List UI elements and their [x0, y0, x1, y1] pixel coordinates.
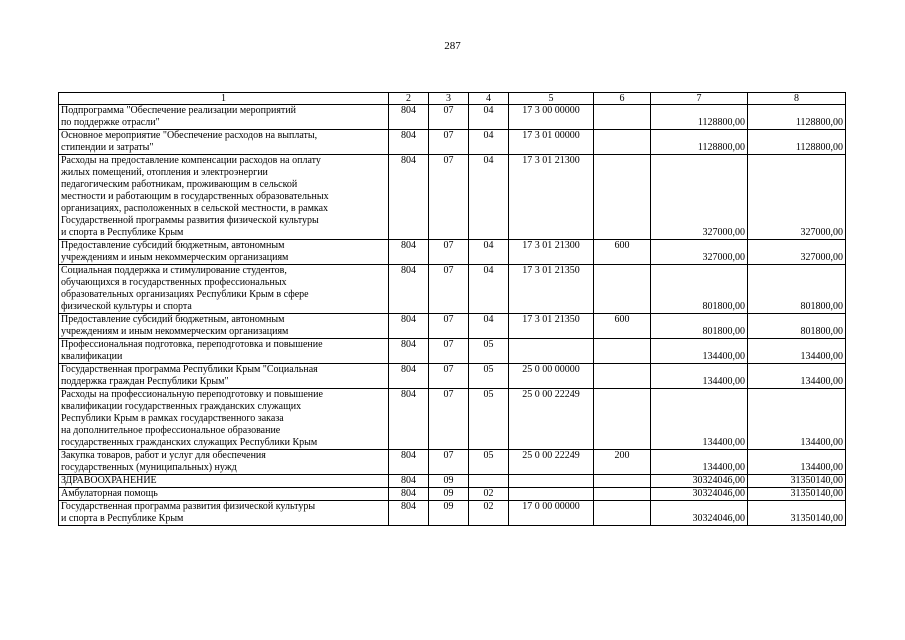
row-code-4: 02 — [469, 488, 509, 501]
column-header: 5 — [509, 93, 594, 105]
table-row — [59, 364, 846, 389]
row-code-3: 09 — [429, 475, 469, 488]
column-header: 8 — [748, 93, 846, 105]
row-code-4: 02 — [469, 501, 509, 526]
table-row — [59, 155, 846, 240]
row-amount-7: 30324046,00 — [651, 501, 748, 526]
row-name: Социальная поддержка и стимулирование студентов, обучающихся в государственных профессиональных образовательных организациях Республики Крым в сфере физической культуры и спорта — [59, 265, 389, 314]
row-code-3: 07 — [429, 265, 469, 314]
table-row — [59, 265, 846, 314]
row-code-6 — [594, 475, 651, 488]
row-amount-7: 134400,00 — [651, 450, 748, 475]
row-code-3: 07 — [429, 450, 469, 475]
row-code-4: 04 — [469, 314, 509, 339]
row-code-2: 804 — [389, 155, 429, 240]
row-code-6 — [594, 265, 651, 314]
row-code-3: 07 — [429, 130, 469, 155]
row-code-3: 07 — [429, 314, 469, 339]
table-row — [59, 339, 846, 364]
row-amount-7: 134400,00 — [651, 364, 748, 389]
page-number: 287 — [444, 40, 461, 52]
row-code-4: 04 — [469, 155, 509, 240]
row-code-3: 07 — [429, 105, 469, 130]
row-code-3: 09 — [429, 501, 469, 526]
row-code-4: 05 — [469, 364, 509, 389]
row-amount-8: 134400,00 — [748, 339, 846, 364]
row-amount-8: 134400,00 — [748, 450, 846, 475]
row-code-4: 04 — [469, 240, 509, 265]
row-code-2: 804 — [389, 488, 429, 501]
row-amount-8: 31350140,00 — [748, 475, 846, 488]
row-code-3: 07 — [429, 339, 469, 364]
row-code-4: 04 — [469, 105, 509, 130]
row-code-5 — [509, 488, 594, 501]
row-code-3: 07 — [429, 389, 469, 450]
row-code-6 — [594, 501, 651, 526]
row-code-6: 600 — [594, 314, 651, 339]
row-amount-7: 1128800,00 — [651, 105, 748, 130]
table-row — [59, 475, 846, 488]
row-code-2: 804 — [389, 339, 429, 364]
row-name: Предоставление субсидий бюджетным, автономным учреждениям и иным некоммерческим организациям — [59, 314, 389, 339]
row-code-6 — [594, 339, 651, 364]
row-amount-7: 327000,00 — [651, 240, 748, 265]
row-code-3: 09 — [429, 488, 469, 501]
table-row — [59, 389, 846, 450]
row-code-5 — [509, 475, 594, 488]
row-code-6 — [594, 130, 651, 155]
row-code-2: 804 — [389, 475, 429, 488]
row-amount-8: 134400,00 — [748, 364, 846, 389]
row-amount-8: 327000,00 — [748, 155, 846, 240]
table-row — [59, 488, 846, 501]
row-code-6 — [594, 155, 651, 240]
row-name: Подпрограмма "Обеспечение реализации мероприятий по поддержке отрасли" — [59, 105, 389, 130]
row-code-2: 804 — [389, 240, 429, 265]
row-amount-8: 31350140,00 — [748, 488, 846, 501]
row-code-2: 804 — [389, 389, 429, 450]
row-code-3: 07 — [429, 240, 469, 265]
row-amount-8: 327000,00 — [748, 240, 846, 265]
table-row — [59, 240, 846, 265]
row-amount-8: 801800,00 — [748, 265, 846, 314]
row-amount-7: 134400,00 — [651, 339, 748, 364]
row-code-5: 17 3 01 21350 — [509, 265, 594, 314]
row-name: ЗДРАВООХРАНЕНИЕ — [59, 475, 389, 488]
column-header: 7 — [651, 93, 748, 105]
row-code-2: 804 — [389, 105, 429, 130]
row-code-5: 25 0 00 22249 — [509, 389, 594, 450]
row-code-5: 17 3 01 21300 — [509, 155, 594, 240]
row-name: Государственная программа Республики Крым "Социальная поддержка граждан Республики Крым" — [59, 364, 389, 389]
table-row — [59, 130, 846, 155]
row-code-6 — [594, 364, 651, 389]
table-row — [59, 450, 846, 475]
row-code-6 — [594, 389, 651, 450]
row-code-6 — [594, 105, 651, 130]
budget-table — [58, 92, 846, 526]
table-row — [59, 314, 846, 339]
table-row — [59, 501, 846, 526]
row-code-5: 17 3 01 21300 — [509, 240, 594, 265]
row-code-4 — [469, 475, 509, 488]
row-name: Предоставление субсидий бюджетным, автономным учреждениям и иным некоммерческим организациям — [59, 240, 389, 265]
row-code-6: 200 — [594, 450, 651, 475]
row-name: Расходы на профессиональную переподготовку и повышение квалификации государственных гражданских служащих Республики Крым в рамках государственного заказа на дополнительное профессиональное образование государственных гражданских служащих Республики Крым — [59, 389, 389, 450]
row-code-2: 804 — [389, 314, 429, 339]
row-amount-7: 134400,00 — [651, 389, 748, 450]
row-code-2: 804 — [389, 364, 429, 389]
row-code-4: 05 — [469, 339, 509, 364]
column-header: 6 — [594, 93, 651, 105]
row-amount-7: 801800,00 — [651, 314, 748, 339]
row-amount-8: 1128800,00 — [748, 130, 846, 155]
column-header: 2 — [389, 93, 429, 105]
row-code-2: 804 — [389, 265, 429, 314]
row-code-5: 17 3 01 00000 — [509, 130, 594, 155]
row-code-5: 25 0 00 22249 — [509, 450, 594, 475]
column-header: 4 — [469, 93, 509, 105]
row-code-3: 07 — [429, 155, 469, 240]
row-code-5 — [509, 339, 594, 364]
row-code-2: 804 — [389, 501, 429, 526]
row-name: Основное мероприятие "Обеспечение расходов на выплаты, стипендии и затраты" — [59, 130, 389, 155]
row-amount-8: 134400,00 — [748, 389, 846, 450]
row-amount-8: 1128800,00 — [748, 105, 846, 130]
row-code-6 — [594, 488, 651, 501]
row-name: Закупка товаров, работ и услуг для обеспечения государственных (муниципальных) нужд — [59, 450, 389, 475]
row-code-5: 17 0 00 00000 — [509, 501, 594, 526]
row-name: Профессиональная подготовка, переподготовка и повышение квалификации — [59, 339, 389, 364]
row-amount-8: 801800,00 — [748, 314, 846, 339]
row-code-5: 17 3 01 21350 — [509, 314, 594, 339]
row-code-5: 25 0 00 00000 — [509, 364, 594, 389]
row-code-5: 17 3 00 00000 — [509, 105, 594, 130]
row-amount-7: 30324046,00 — [651, 488, 748, 501]
row-code-3: 07 — [429, 364, 469, 389]
table-header-row — [59, 93, 846, 105]
row-code-4: 04 — [469, 130, 509, 155]
row-code-4: 04 — [469, 265, 509, 314]
row-name: Расходы на предоставление компенсации расходов на оплату жилых помещений, отопления и электроэнергии педагогическим работникам, проживающим в сельской местности и работающим в государственных образовательных организациях, расположенных в сельской местности, в рамках Государственной программы развития физической культуры и спорта в Республике Крым — [59, 155, 389, 240]
row-name: Государственная программа развития физической культуры и спорта в Республике Крым — [59, 501, 389, 526]
row-code-2: 804 — [389, 130, 429, 155]
table-row — [59, 105, 846, 130]
row-code-6: 600 — [594, 240, 651, 265]
row-code-4: 05 — [469, 389, 509, 450]
row-code-4: 05 — [469, 450, 509, 475]
row-amount-7: 1128800,00 — [651, 130, 748, 155]
column-header: 1 — [59, 93, 389, 105]
row-amount-7: 327000,00 — [651, 155, 748, 240]
row-code-2: 804 — [389, 450, 429, 475]
row-name: Амбулаторная помощь — [59, 488, 389, 501]
column-header: 3 — [429, 93, 469, 105]
row-amount-8: 31350140,00 — [748, 501, 846, 526]
row-amount-7: 801800,00 — [651, 265, 748, 314]
row-amount-7: 30324046,00 — [651, 475, 748, 488]
